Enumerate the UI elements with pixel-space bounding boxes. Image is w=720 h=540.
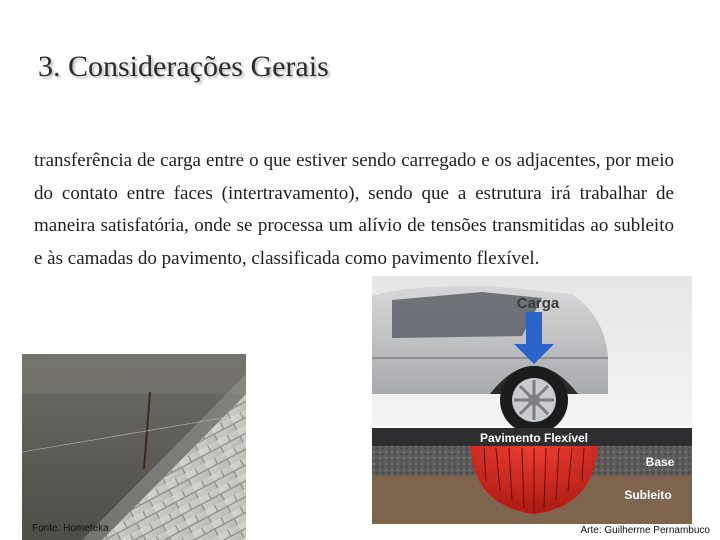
right-figure-caption: Arte: Guilherme Pernambuco: [580, 525, 710, 536]
base-label: Base: [645, 455, 675, 469]
left-figure-caption: Fonte: Hometeka: [32, 523, 109, 534]
pavement-label: Pavimento Flexível: [479, 431, 589, 445]
paver-photo: [22, 354, 246, 540]
slide-title: 3. Considerações Gerais: [38, 50, 329, 83]
load-label: Carga: [516, 295, 560, 312]
pavement-diagram: [372, 276, 692, 524]
subgrade-label: Subleito: [624, 488, 672, 502]
body-paragraph: transferência de carga entre o que estiver sendo carregado e os adjacentes, por meio do contato entre faces (intertravamento), sendo que a estrutura irá trabalhar de maneira satisfatória, onde se processa um alívio de tensões transmitidas ao subleito e às camadas do pavimento, classificada como pavimento flexível.: [34, 150, 674, 269]
